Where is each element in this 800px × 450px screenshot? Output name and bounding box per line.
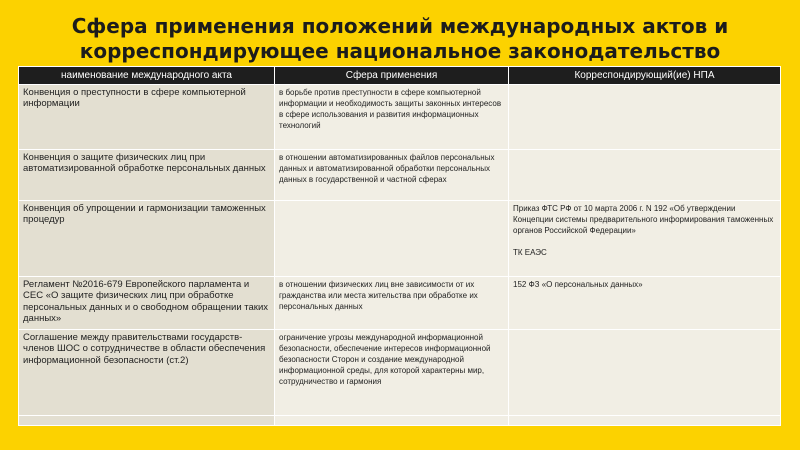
scope-cell: в отношении автоматизированных файлов персональных данных и автоматизированной обработки персональных данных в государственной и частной сферах (275, 150, 509, 201)
npa-order-text: Приказ ФТС РФ от 10 марта 2006 г. N 192 «Об утверждении Концепции системы предварительного информирования таможенных органов Российской Федерации» (513, 204, 774, 235)
scope-cell: в отношении физических лиц вне зависимости от их гражданства или места жительства при обработке их персональных данных (275, 277, 509, 330)
slide-title (0, 14, 800, 64)
table-row-empty (19, 416, 781, 426)
table-row (19, 330, 781, 416)
acts-table (18, 66, 781, 426)
column-header-npa: Корреспондирующий(ие) НПА (509, 67, 781, 85)
npa-cell (509, 330, 781, 416)
npa-cell (509, 150, 781, 201)
empty-cell (509, 416, 781, 426)
npa-cell (509, 85, 781, 150)
table-row (19, 277, 781, 330)
act-name-cell: Конвенция об упрощении и гармонизации таможенных процедур (19, 201, 275, 277)
act-name-cell: Соглашение между правительствами государств-членов ШОС о сотрудничестве в области обеспечения информационной безопасности (ст.2) (19, 330, 275, 416)
npa-cell: 152 ФЗ «О персональных данных» (509, 277, 781, 330)
scope-cell: ограничение угрозы международной информационной безопасности, обеспечение интересов информационной безопасности Сторон и создание международной информационной среды, для которой характерны мир, сотрудничество и гармония (275, 330, 509, 416)
table-row (19, 150, 781, 201)
column-header-scope: Сфера применения (275, 67, 509, 85)
npa-customs-code-text: ТК ЕАЭС (513, 248, 547, 257)
empty-cell (19, 416, 275, 426)
empty-cell (275, 416, 509, 426)
table-header-row (19, 67, 781, 85)
table-row (19, 201, 781, 277)
slide-title-line-2: корреспондирующее национальное законодательство (79, 39, 721, 63)
npa-cell (509, 201, 781, 277)
column-header-act-name: наименование международного акта (19, 67, 275, 85)
act-name-cell: Конвенция о защите физических лиц при автоматизированной обработке персональных данных (19, 150, 275, 201)
scope-cell (275, 201, 509, 277)
slide-title-line-1: Сфера применения положений международных актов и (71, 14, 729, 38)
act-name-cell: Регламент №2016-679 Европейского парламента и СЕС «О защите физических лиц при обработке персональных данных и о свободном обращении таких данных» (19, 277, 275, 330)
table-row (19, 85, 781, 150)
scope-cell: в борьбе против преступности в сфере компьютерной информации и необходимость защиты законных интересов в сфере использования и развития информационных технологий (275, 85, 509, 150)
act-name-cell: Конвенция о преступности в сфере компьютерной информации (19, 85, 275, 150)
